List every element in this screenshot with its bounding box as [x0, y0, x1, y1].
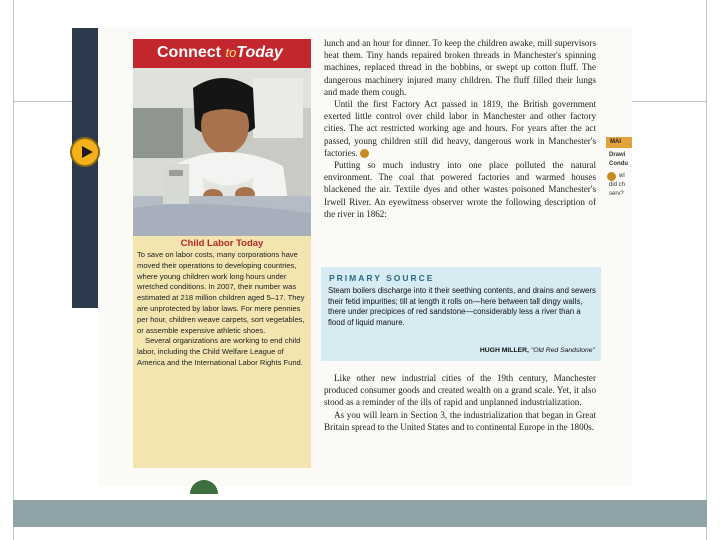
caption-title: Child Labor Today	[180, 238, 264, 249]
banner-title	[157, 44, 283, 62]
connect-to-today-banner	[133, 39, 311, 68]
slide-footer-bar	[13, 500, 707, 527]
article-paragraph-1: lunch and an hour for dinner. To keep the children awake, mill supervisors beat them. Tiny hands repaired broken threads in Manchester's spinning machines, replaced thread in the bobbins, or swept up cotton fluff. The dangerous machinery injured many children. The fluff filled their lungs and made them cough.	[324, 38, 596, 97]
slide-frame-left-line	[13, 0, 14, 540]
margin-marker-icon	[607, 172, 616, 181]
banner-today: Today	[236, 44, 283, 61]
article-text-upper	[324, 37, 596, 220]
play-icon	[80, 145, 94, 159]
margin-note-cutoff	[606, 137, 632, 227]
primary-source-author: HUGH MILLER,	[479, 347, 529, 354]
article-paragraph-5: As you will learn in Section 3, the industrialization that began in Great Britain spread to the United States and to continental Europe in the 1800s.	[324, 409, 596, 432]
article-paragraph-2-text: Until the first Factory Act passed in 1819, the British government exerted little control over child labor in Manchester and other factory cities. The act restricted working age and hours. For years after the act passed, young children still did heavy, dangerous work in Manchester's factories.	[324, 99, 596, 158]
caption-paragraph-2: Several organizations are working to end child labor, including the Child Welfare League of America and the International Labor Rights Fund.	[137, 336, 303, 367]
primary-source-title: "Old Red Sandstone"	[530, 347, 595, 354]
banner-connect: Connect	[157, 44, 221, 61]
article-paragraph-3: Putting so much industry into one place polluted the natural environment. The coal that powered factories and warmed houses blackened the air. Textile dyes and other wastes poisoned Manchester's Irwell River. An eyewitness observer wrote the following description of the river in 1862:	[324, 160, 596, 219]
margin-note-line-1: Drawi	[609, 152, 626, 158]
reading-check-marker-icon[interactable]: G	[360, 149, 369, 158]
play-button[interactable]	[70, 137, 100, 167]
margin-note-line-4: did ch	[609, 182, 626, 188]
caption-body	[137, 250, 309, 369]
article-text-lower	[324, 372, 596, 433]
slide-frame-right-line	[706, 0, 707, 540]
primary-source-attribution	[480, 347, 595, 354]
sewing-boy-illustration	[133, 68, 311, 236]
article-paragraph-4: Like other new industrial cities of the 19th century, Manchester produced consumer goods and created wealth on a grand scale. Yet, it also stood as a reminder of the ills of rapid and unplanned industrialization.	[324, 373, 596, 408]
book-spine	[72, 28, 98, 308]
child-worker-photo	[133, 68, 311, 236]
primary-source-quote: Steam boilers discharge into it their seething contents, and drains and sewers their fetid impurities; till at length it rolls on—here between tall dingy walls, there under precipices of red sandstone—considerably less a river than a flood of liquid manure.	[328, 286, 596, 327]
banner-to: to	[225, 45, 237, 60]
caption-paragraph-1: To save on labor costs, many corporations have moved their operations to developing countries, where young children work long hours under wretched conditions. In 2007, their number was estimated at 218 million children aged 5–17. They are unprotected by labor laws. For mere pennies per hour, children weave carpets, sort vegetables, or assemble expensive athletic shoes.	[137, 250, 305, 335]
primary-source-box	[321, 267, 601, 361]
article-paragraph-2	[324, 98, 596, 159]
margin-note-line-5: serv?	[609, 191, 624, 197]
margin-note-tab: MAI	[606, 137, 632, 148]
margin-note-line-3: wl	[619, 173, 625, 179]
margin-note-line-2: Condu	[609, 161, 628, 167]
primary-source-label: PRIMARY SOURCE	[329, 273, 435, 283]
